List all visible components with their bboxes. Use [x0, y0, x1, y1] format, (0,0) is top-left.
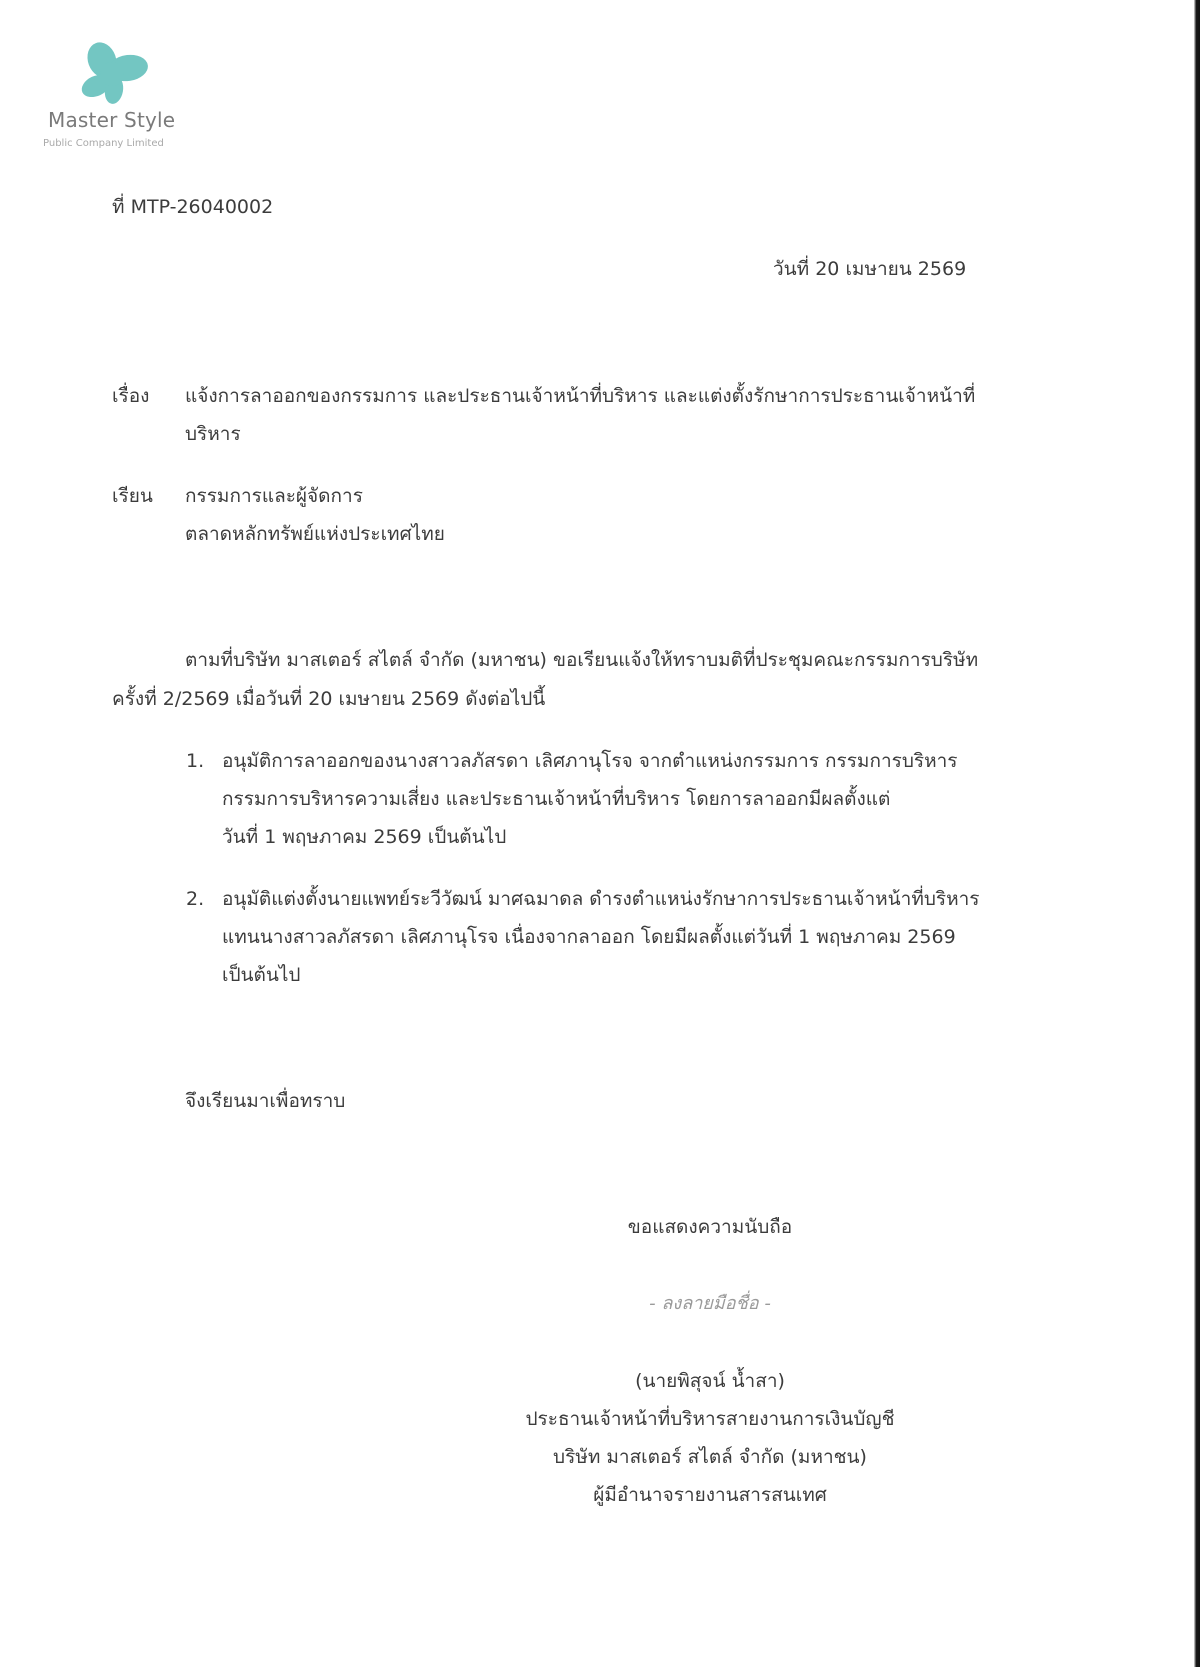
- recipient-text: [185, 477, 445, 553]
- list-item-line: เป็นต้นไป: [222, 964, 301, 986]
- company-logo-name: Master Style: [48, 108, 176, 132]
- butterfly-logo-icon: [76, 38, 152, 106]
- subject-text: [185, 377, 975, 453]
- list-item-line: แทนนางสาวลภัสรดา เลิศภานุโรจ เนื่องจากลาออก โดยมีผลตั้งแต่วันที่ 1 พฤษภาคม 2569: [222, 926, 956, 948]
- page-edge-border: [1194, 0, 1200, 1667]
- signatory-name: (นายพิสุจน์ น้ำสา): [635, 1370, 785, 1392]
- list-item-number: 2.: [186, 888, 205, 910]
- subject-line: บริหาร: [185, 423, 241, 445]
- subject-label: เรื่อง: [112, 385, 150, 407]
- document-date: วันที่ 20 เมษายน 2569: [773, 258, 967, 280]
- signatory-title-line: ผู้มีอำนาจรายงานสารสนเทศ: [593, 1484, 827, 1506]
- company-logo-subtitle: Public Company Limited: [43, 138, 164, 149]
- company-logo: [40, 38, 190, 158]
- signatory-title-line: ประธานเจ้าหน้าที่บริหารสายงานการเงินบัญชี: [525, 1408, 895, 1430]
- list-item-number: 1.: [186, 750, 205, 772]
- salutation: ขอแสดงความนับถือ: [627, 1216, 793, 1238]
- recipient-line: ตลาดหลักทรัพย์แห่งประเทศไทย: [185, 523, 445, 545]
- list-item: [222, 880, 980, 994]
- list-item: [222, 742, 958, 856]
- intro-paragraph-line: ครั้งที่ 2/2569 เมื่อวันที่ 20 เมษายน 2569 ดังต่อไปนี้: [112, 688, 546, 710]
- intro-paragraph-line: ตามที่บริษัท มาสเตอร์ สไตล์ จำกัด (มหาชน) ขอเรียนแจ้งให้ทราบมติที่ประชุมคณะกรรมการบริษัท: [185, 649, 979, 671]
- subject-line: แจ้งการลาออกของกรรมการ และประธานเจ้าหน้าที่บริหาร และแต่งตั้งรักษาการประธานเจ้าหน้าที่: [185, 385, 976, 407]
- document-reference-number: ที่ MTP-26040002: [112, 196, 274, 218]
- closing-text: จึงเรียนมาเพื่อทราบ: [185, 1090, 346, 1112]
- signature-placeholder: - ลงลายมือชื่อ -: [649, 1293, 771, 1314]
- recipient-label: เรียน: [112, 485, 153, 507]
- recipient-line: กรรมการและผู้จัดการ: [185, 485, 363, 507]
- signatory-title-line: บริษัท มาสเตอร์ สไตล์ จำกัด (มหาชน): [553, 1446, 867, 1468]
- list-item-line: กรรมการบริหารความเสี่ยง และประธานเจ้าหน้าที่บริหาร โดยการลาออกมีผลตั้งแต่: [222, 788, 891, 810]
- list-item-line: อนุมัติการลาออกของนางสาวลภัสรดา เลิศภานุโรจ จากตำแหน่งกรรมการ กรรมการบริหาร: [222, 750, 958, 772]
- list-item-line: อนุมัติแต่งตั้งนายแพทย์ระวีวัฒน์ มาศฉมาดล ดำรงตำแหน่งรักษาการประธานเจ้าหน้าที่บริหาร: [222, 888, 980, 910]
- list-item-line: วันที่ 1 พฤษภาคม 2569 เป็นต้นไป: [222, 826, 507, 848]
